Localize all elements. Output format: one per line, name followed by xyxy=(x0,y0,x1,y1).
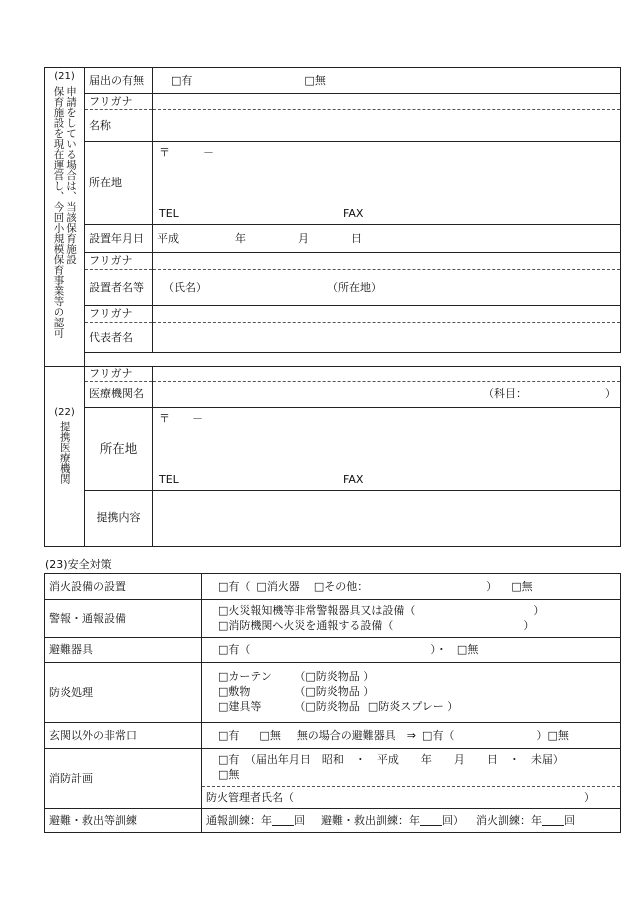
safety-measures-table: 消火設備の設置 □ 有（ □ 消火器 □ その他： ） □ 無 警報・通報設備 □ 火災報知機等非常警報器具又は設備（ ） □ 消防機関へ火災を通報する設備（ ） 避難器具 □ 有（ ）・ □ 無 防炎処理 □ カーテン （ □ 防炎物品 ） □ 敷物 （ □ 防炎物品 ） □ 建具等 （ □ 防炎物品 □ 防炎スプレー ） 玄関以外の非常口 □ 有 □ 無 無の場合の避難器具 ⇒ □ 有（ ） □ 無 消防計画 □ 有 （届出年月日 昭和 ・ 平成 年 月 日 ・ 未届） □ 無 防火管理者氏名（ ） 避難・救出等訓練 通報訓練：年 回 避難・救出訓練：年 回） 消火訓練：年 回 xyxy=(44,573,621,833)
alarm-label: 警報・通報設備 xyxy=(45,600,202,638)
carpet-checkbox[interactable] xyxy=(218,685,228,700)
emergency-exit-label: 玄関以外の非常口 xyxy=(45,723,202,749)
exit-equip-no-checkbox[interactable] xyxy=(547,729,557,743)
notify-no-checkbox[interactable] xyxy=(304,74,314,88)
established-date-field[interactable] xyxy=(153,225,621,253)
medical-institution-label: 医療機関名 xyxy=(85,381,153,407)
section-21-label xyxy=(45,68,85,367)
section-22-vertical-text: 提携医療機関 xyxy=(58,421,71,484)
name-field[interactable] xyxy=(153,110,621,142)
section-21-vertical-text-2: 保育施設を現在運営し、今回小規模保育事業等の認可 xyxy=(52,86,65,338)
facility-info-table xyxy=(44,67,621,547)
address-field-22[interactable] xyxy=(153,407,621,490)
furigana-label-4: フリガナ xyxy=(85,367,153,382)
fire-plan-no-checkbox[interactable] xyxy=(218,768,228,783)
medical-institution-field[interactable] xyxy=(153,381,621,407)
fire-extinguishing-label: 消火設備の設置 xyxy=(45,574,202,600)
address-field-21[interactable] xyxy=(153,142,621,225)
founder-name-label: （氏名） xyxy=(163,280,207,294)
alarm-device-checkbox[interactable] xyxy=(218,604,228,619)
fire-report-checkbox[interactable] xyxy=(218,619,228,634)
fire-plan-label: 消防計画 xyxy=(45,749,202,809)
section-21-vertical-text-1: 申請をしている場合は、当該保育施設 xyxy=(65,86,77,265)
founder-address-label: （所在地） xyxy=(327,280,382,294)
evac-yes-checkbox[interactable] xyxy=(218,643,228,657)
postal-mark-21: 〒 － xyxy=(159,146,214,159)
evac-drill-count-field[interactable] xyxy=(420,816,442,826)
report-drill-count-field[interactable] xyxy=(272,816,294,826)
section-22-number: (22) xyxy=(54,407,75,418)
fire-manager-field[interactable]: 防火管理者氏名（ ） xyxy=(202,787,621,809)
name-label: 名称 xyxy=(85,110,153,142)
address-label-21: 所在地 xyxy=(85,142,153,225)
partnership-content-label: 提携内容 xyxy=(85,490,153,546)
fittings-checkbox[interactable] xyxy=(218,700,228,715)
address-label-22: 所在地 xyxy=(85,407,153,490)
curtain-checkbox[interactable] xyxy=(218,670,228,685)
furigana-label-2: フリガナ xyxy=(85,253,153,270)
fax-label-21: FAX xyxy=(343,207,364,221)
partnership-content-field[interactable] xyxy=(153,490,621,546)
furigana-label-1: フリガナ xyxy=(85,94,153,110)
era-label: 平成 xyxy=(157,231,179,245)
section-22-label-cell xyxy=(45,367,85,547)
notify-yes-label: 有 xyxy=(181,73,193,87)
fire-ext-no-checkbox[interactable] xyxy=(511,580,521,594)
notify-yes-checkbox[interactable] xyxy=(171,74,181,88)
evac-no-checkbox[interactable] xyxy=(457,643,467,657)
fireproof-spray-checkbox[interactable] xyxy=(368,700,378,715)
section-23-heading: (23)安全対策 xyxy=(45,558,112,571)
section-21-number: (21) xyxy=(54,71,75,82)
furigana-label-3: フリガナ xyxy=(85,306,153,323)
subject-close: ） xyxy=(605,387,616,401)
fire-plan-yes-checkbox[interactable] xyxy=(218,753,228,768)
postal-mark-22: 〒 － xyxy=(159,411,203,425)
notify-row xyxy=(45,68,621,94)
tel-label-22: TEL xyxy=(159,473,179,486)
evacuation-equipment-label: 避難器具 xyxy=(45,638,202,663)
fittings-fireproof-checkbox[interactable] xyxy=(305,700,315,715)
representative-field[interactable] xyxy=(153,323,621,353)
founder-field[interactable] xyxy=(153,270,621,306)
subject-label: （科目： xyxy=(483,387,527,401)
carpet-fireproof-checkbox[interactable] xyxy=(305,685,315,700)
furigana-field-3[interactable] xyxy=(153,306,621,323)
month-label: 月 xyxy=(298,231,309,245)
furigana-field-4[interactable] xyxy=(153,367,621,382)
exit-equip-yes-checkbox[interactable] xyxy=(422,729,432,743)
tel-label-21: TEL xyxy=(159,207,179,221)
curtain-fireproof-checkbox[interactable] xyxy=(305,670,315,685)
notify-label: 届出の有無 xyxy=(85,68,153,94)
founder-label: 設置者名等 xyxy=(85,270,153,306)
fireproofing-label: 防炎処理 xyxy=(45,663,202,723)
established-label: 設置年月日 xyxy=(85,225,153,253)
fire-drill-count-field[interactable] xyxy=(542,816,564,826)
other-checkbox[interactable] xyxy=(314,580,324,594)
furigana-field-1[interactable] xyxy=(153,94,621,110)
fax-label-22: FAX xyxy=(343,473,364,486)
drill-label: 避難・救出等訓練 xyxy=(45,809,202,833)
representative-label: 代表者名 xyxy=(85,323,153,353)
year-label: 年 xyxy=(235,231,246,245)
furigana-field-2[interactable] xyxy=(153,253,621,270)
notify-no-label: 無 xyxy=(314,73,326,87)
extinguisher-checkbox[interactable] xyxy=(256,580,266,594)
exit-yes-checkbox[interactable] xyxy=(218,729,228,743)
exit-no-checkbox[interactable] xyxy=(259,729,269,743)
day-label: 日 xyxy=(351,231,362,245)
fire-ext-yes-checkbox[interactable] xyxy=(218,580,228,594)
fire-manager-label: 防火管理者氏名（ xyxy=(206,790,294,804)
